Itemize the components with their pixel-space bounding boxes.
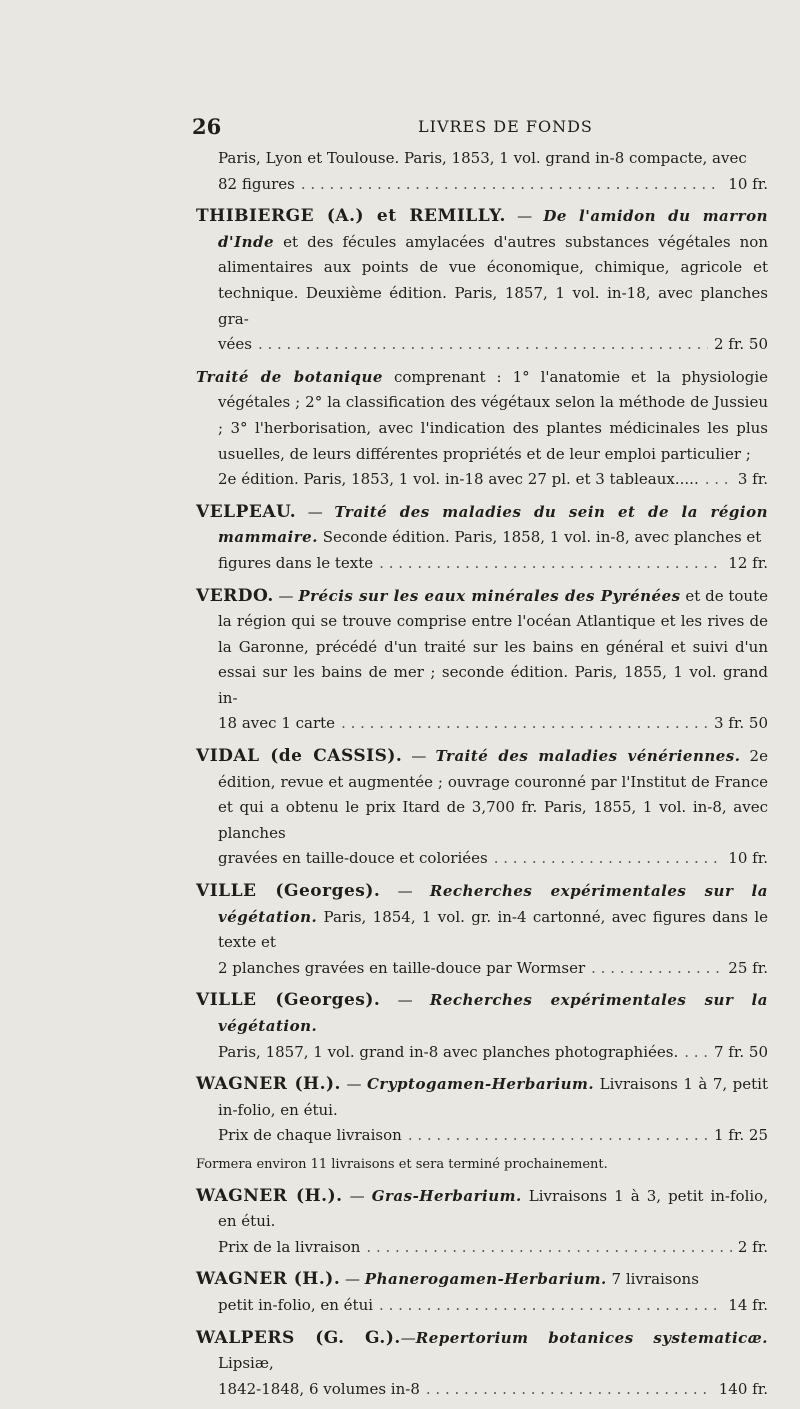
entry-description: et de toute la région qui se trouve comprise entre l'océan Atlantique et les rives de la Garonne, précédé d'un traité sur les bains en général et suivi d'un essai sur les bains de mer ; seconde édition. Paris, 1855, 1 vol. grand in- xyxy=(218,586,768,707)
entry-author: WAGNER (H.). xyxy=(196,1074,341,1095)
price: 2 fr. xyxy=(737,1237,768,1256)
price-line xyxy=(218,846,768,872)
entry-title: Cryptogamen-Herbarium. xyxy=(366,1075,595,1094)
price-line xyxy=(218,1235,768,1261)
entry-author: WALPERS (G. G.). xyxy=(196,1327,401,1348)
entry-note: Formera environ 11 livraisons et sera terminé prochainement. xyxy=(196,1156,608,1172)
leader-dots xyxy=(705,467,732,493)
entry-description: Seconde édition. Paris, 1858, 1 vol. in-8, avec planches et xyxy=(317,528,762,547)
price-lead: Prix de chaque livraison xyxy=(218,1126,402,1145)
entry-description: comprenant : 1° l'anatomie et la physiologie végétales ; 2° la classification des végétaux selon la méthode de Jussieu ; 3° l'herborisation, avec l'indication des plantes médicinales les plus usuelles, de leurs différentes propriétés et de leur emploi particulier ; xyxy=(218,367,768,463)
entry-title: Gras-Herbarium. xyxy=(371,1186,522,1205)
page-number: 26 xyxy=(192,114,222,139)
price: 3 fr. xyxy=(737,470,768,489)
price: 25 fr. xyxy=(728,958,768,977)
running-title: LIVRES DE FONDS xyxy=(418,117,593,136)
entry-separator: — xyxy=(296,502,335,521)
price-line xyxy=(218,1377,768,1403)
price-line xyxy=(218,551,768,577)
entry-description: Livraisons 1 à 3, petit in-folio, en étui. xyxy=(218,1186,768,1231)
price-line xyxy=(218,1040,768,1066)
entry-title: De l'amidon du marron d'Inde xyxy=(218,207,768,251)
price: 12 fr. xyxy=(728,553,768,572)
entry-separator: — xyxy=(340,1075,367,1094)
leader-dots xyxy=(379,551,722,577)
price: 2 fr. 50 xyxy=(713,335,768,354)
price-lead: 2 planches gravées en taille-douce par Wormser xyxy=(218,958,586,977)
price-line xyxy=(218,956,768,982)
catalog-entry xyxy=(196,1072,768,1149)
page-header xyxy=(0,114,800,140)
price-lead: 2e édition. Paris, 1853, 1 vol. in-18 avec 27 pl. et 3 tableaux..... xyxy=(218,470,699,489)
price-lead: figures dans le texte xyxy=(218,553,374,572)
catalog-entry xyxy=(196,879,768,981)
entry-author: VILLE (Georges). xyxy=(196,881,381,902)
entry-author: THIBIERGE (A.) et REMILLY. xyxy=(196,206,506,227)
catalog-entry xyxy=(196,500,768,577)
catalog-entry xyxy=(196,988,768,1065)
leader-dots xyxy=(301,172,722,198)
price-lead: 1842-1848, 6 volumes in-8 xyxy=(218,1379,420,1398)
entry-description: Lipsiæ, xyxy=(218,1354,274,1373)
price: 10 fr. xyxy=(728,174,768,193)
entry-title: Repertorium botanices systematicæ. xyxy=(415,1328,768,1347)
entry-description: Paris, Lyon et Toulouse. Paris, 1853, 1 vol. grand in-8 compacte, avec xyxy=(218,149,747,167)
leader-dots xyxy=(379,1293,722,1319)
catalog-entry xyxy=(196,584,768,738)
entry-description: Livraisons 1 à 7, petit in-folio, en étui. xyxy=(218,1075,768,1119)
price-lead: Prix de la livraison xyxy=(218,1237,361,1256)
entry-separator: — xyxy=(400,1328,416,1347)
price-line xyxy=(218,711,768,737)
catalog-entry xyxy=(196,365,768,493)
price-lead: vées xyxy=(218,335,252,354)
entry-title: Traité des maladies vénériennes. xyxy=(435,747,741,766)
price: 140 fr. xyxy=(718,1379,768,1398)
leader-dots xyxy=(366,1235,731,1261)
entry-title: Phanerogamen-Herbarium. xyxy=(364,1270,607,1289)
entry-separator: — xyxy=(380,991,430,1010)
price-line xyxy=(218,1293,768,1319)
price-lead: 82 figures xyxy=(218,174,295,193)
entry-title: Traité des maladies du sein et de la région mammaire. xyxy=(218,502,768,547)
leader-dots xyxy=(426,1377,713,1403)
entry-separator: — xyxy=(505,207,544,226)
entry-title: Recherches expérimentales sur la végétation. xyxy=(218,882,768,926)
entry-title: Précis sur les eaux minérales des Pyrénées xyxy=(298,586,681,605)
price: 14 fr. xyxy=(728,1295,768,1314)
price-lead: Paris, 1857, 1 vol. grand in-8 avec planches photographiées. xyxy=(218,1042,679,1061)
entry-description: et des fécules amylacées d'autres substances végétales non alimentaires aux points de vue économique, chimique, agricole et technique. Deuxième édition. Paris, 1857, 1 vol. in-18, avec planches gra- xyxy=(218,232,768,328)
leader-dots xyxy=(494,846,723,872)
entry-title: Recherches expérimentales sur la végétation. xyxy=(218,991,768,1035)
entry-separator: — xyxy=(342,1186,372,1205)
price-lead: 18 avec 1 carte xyxy=(218,714,336,733)
entry-author: VERDO. xyxy=(196,585,274,606)
entry-author: WAGNER (H.). xyxy=(196,1269,341,1290)
price-line xyxy=(218,467,768,493)
entry-separator: — xyxy=(402,747,436,766)
price-line xyxy=(218,332,768,358)
catalog-entry xyxy=(196,1184,768,1261)
leader-dots xyxy=(258,332,708,358)
entry-description: Paris, 1854, 1 vol. gr. in-4 cartonné, avec figures dans le texte et xyxy=(218,907,768,952)
entry-title: Traité de botanique xyxy=(196,367,383,386)
leader-dots xyxy=(591,956,722,982)
entry-author: VILLE (Georges). xyxy=(196,990,381,1011)
entry-description: 2e édition, revue et augmentée ; ouvrage couronné par l'Institut de France et qui a obtenu le prix Itard de 3,700 fr. Paris, 1855, 1 vol. in-8, avec planches xyxy=(218,747,768,842)
leader-dots xyxy=(408,1123,708,1149)
catalog-entry xyxy=(196,744,768,872)
price: 10 fr. xyxy=(728,849,768,868)
entry-author: VIDAL (de CASSIS). xyxy=(196,746,403,767)
catalog-entry xyxy=(196,1267,768,1318)
catalog-entry xyxy=(196,204,768,358)
catalog-entry xyxy=(196,146,768,197)
entry-separator: — xyxy=(380,882,430,901)
price-lead: gravées en taille-douce et coloriées xyxy=(218,849,488,868)
entry-separator: — xyxy=(340,1270,365,1289)
entry-separator: — xyxy=(273,586,299,605)
catalog-entry xyxy=(196,1326,768,1403)
price: 1 fr. 25 xyxy=(713,1126,768,1145)
entry-author: WAGNER (H.). xyxy=(196,1185,343,1206)
price: 3 fr. 50 xyxy=(713,714,768,733)
leader-dots xyxy=(684,1040,708,1066)
price-line xyxy=(218,172,768,198)
leader-dots xyxy=(341,711,708,737)
catalog-body xyxy=(196,146,768,1409)
entry-description: 7 livraisons xyxy=(606,1270,699,1289)
entry-author: VELPEAU. xyxy=(196,501,297,522)
price: 7 fr. 50 xyxy=(713,1042,768,1061)
price-line xyxy=(218,1123,768,1149)
price-lead: petit in-folio, en étui xyxy=(218,1295,374,1314)
